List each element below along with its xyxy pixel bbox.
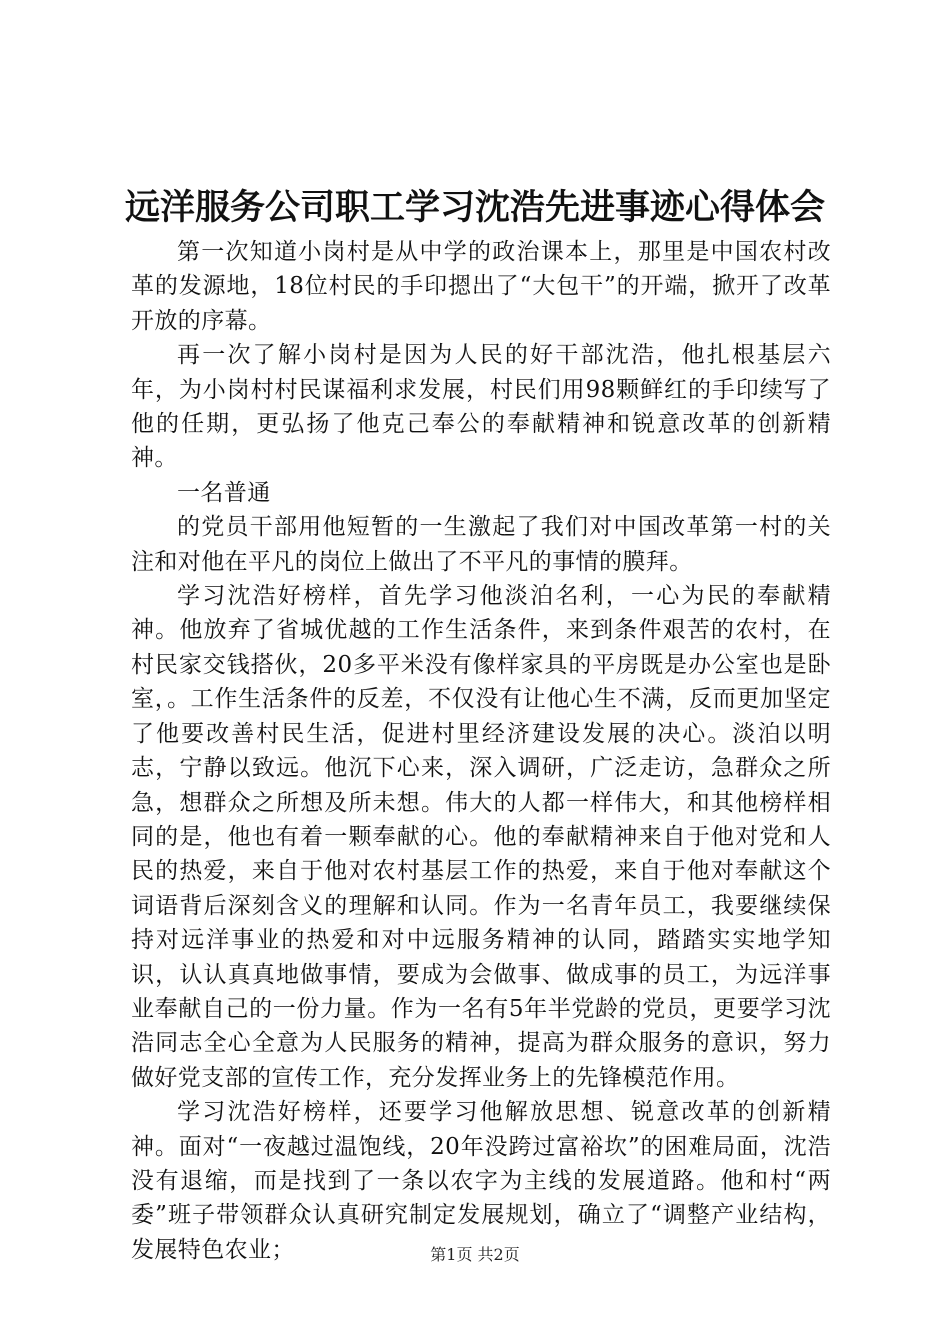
- paragraph-1: 第一次知道小岗村是从中学的政治课本上，那里是中国农村改革的发源地，18位村民的手印摁出了“大包干”的开端，掀开了改革开放的序幕。: [131, 239, 831, 334]
- paragraph-4: 的党员干部用他短暂的一生激起了我们对中国改革第一村的关注和对他在平凡的岗位上做出了不平凡的事情的膜拜。: [131, 514, 831, 575]
- document-body: [131, 235, 831, 1267]
- paragraph-5: 学习沈浩好榜样，首先学习他淡泊名利，一心为民的奉献精神。他放弃了省城优越的工作生活条件，来到条件艰苦的农村，在村民家交钱搭伙，20多平米没有像样家具的平房既是办公室也是卧室，。工作生活条件的反差，不仅没有让他心生不满，反而更加坚定了他要改善村民生活，促进村里经济建设发展的决心。淡泊以明志，宁静以致远。他沉下心来，深入调研，广泛走访，急群众之所急，想群众之所想及所未想。伟大的人都一样伟大，和其他榜样相同的是，他也有着一颗奉献的心。他的奉献精神来自于他对党和人民的热爱，来自于他对农村基层工作的热爱，来自于他对奉献这个词语背后深刻含义的理解和认同。作为一名青年员工，我要继续保持对远洋事业的热爱和对中远服务精神的认同，踏踏实实地学知识，认认真真地做事情，要成为会做事、做成事的员工，为远洋事业奉献自己的一份力量。作为一名有5年半党龄的党员，更要学习沈浩同志全心全意为人民服务的精神，提高为群众服务的意识，努力做好党支部的宣传工作，充分发挥业务上的先锋模范作用。: [131, 583, 831, 1091]
- paragraph-6: 学习沈浩好榜样，还要学习他解放思想、锐意改革的创新精神。面对“一夜越过温饱线，20年没跨过富裕坎”的困难局面，沈浩没有退缩，而是找到了一条以农字为主线的发展道路。他和村“两委”班子带领群众认真研究制定发展规划，确立了“调整产业结构，发展特色农业；: [131, 1099, 831, 1263]
- paragraph-2: 再一次了解小岗村是因为人民的好干部沈浩，他扎根基层六年，为小岗村村民谋福利求发展，村民们用98颗鲜红的手印续写了他的任期，更弘扬了他克己奉公的奉献精神和锐意改革的创新精神。: [131, 342, 831, 472]
- document-title: 远洋服务公司职工学习沈浩先进事迹心得体会: [124, 187, 825, 228]
- paragraph-3: 一名普通: [177, 479, 271, 506]
- page-number-footer: 第1页 共2页: [430, 1245, 520, 1264]
